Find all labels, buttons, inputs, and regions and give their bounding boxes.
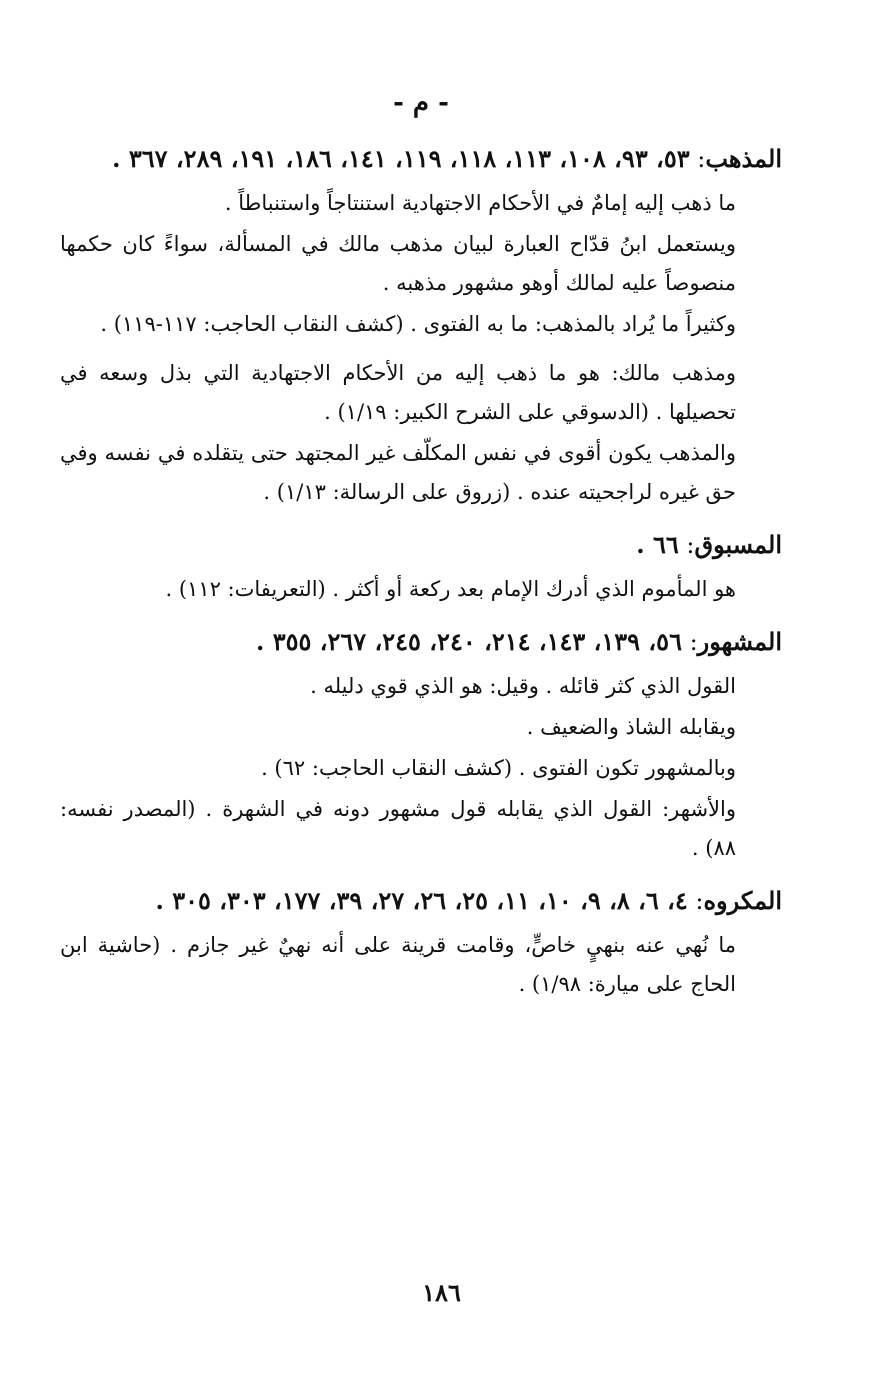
entry-page-refs: ٥٣، ٩٣، ١٠٨، ١١٣، ١١٨، ١١٩، ١٤١، ١٨٦، ١٩١، ٢٨٩، ٣٦٧ . [112,144,690,173]
entry-term: المشهور [697,627,782,656]
definition-paragraph: ويستعمل ابنُ قدّاح العبارة لبيان مذهب مالك في المسألة، سواءً كان حكمها منصوصاً عليه لمالك أوهو مشهور مذهبه . [60,232,736,295]
definition-paragraph: ما نُهي عنه بنهيٍ خاصٍّ، وقامت قرينة على أنه نهيٌ غير جازم . (حاشية ابن الحاج على ميارة: ١/٩٨) . [60,933,736,996]
entry-makruh [60,882,782,1004]
definition-paragraph: ويقابله الشاذ والضعيف . [526,715,736,739]
definition-paragraph: هو المأموم الذي أدرك الإمام بعد ركعة أو أكثر . (التعريفات: ١١٢) . [165,577,736,601]
entry-term: المكروه [703,886,782,915]
section-letter-header: - م - [393,88,449,118]
entry-term: المسبوق [694,530,782,559]
page-content [60,88,782,1018]
entry-page-refs: ٤، ٦، ٨، ٩، ١٠، ١١، ٢٥، ٢٦، ٢٧، ٣٩، ١٧٧، ٣٠٣، ٣٠٥ . [155,886,688,915]
entry-page-refs: ٦٦ . [636,530,679,559]
definition-paragraph: وبالمشهور تكون الفتوى . (كشف النقاب الحاجب: ٦٢) . [261,756,736,780]
entry-term-line: المسبوق: ٦٦ . [636,530,782,559]
definition-paragraph: ومذهب مالك: هو ما ذهب إليه من الأحكام الاجتهادية التي بذل وسعه في تحصيلها . (الدسوقي على الشرح الكبير: ١/١٩) . [60,361,736,424]
page-number: ١٨٦ [422,1278,461,1307]
entry-term-line: المذهب: ٥٣، ٩٣، ١٠٨، ١١٣، ١١٨، ١١٩، ١٤١، ١٨٦، ١٩١، ٢٨٩، ٣٦٧ . [112,144,782,173]
entry-masbuq [60,526,782,609]
definition-paragraph: والمذهب يكون أقوى في نفس المكلّف غير المجتهد حتى يتقلده في نفسه وفي حق غيره لراجحيته عنده . (زروق على الرسالة: ١/١٣) . [60,441,736,504]
definition-paragraph: ما ذهب إليه إمامٌ في الأحكام الاجتهادية استنتاجاً واستنباطاً . [224,191,736,215]
entry-term-line: المكروه: ٤، ٦، ٨، ٩، ١٠، ١١، ٢٥، ٢٦، ٢٧، ٣٩، ١٧٧، ٣٠٣، ٣٠٥ . [155,886,782,915]
entry-page-refs: ٥٦، ١٣٩، ١٤٣، ٢١٤، ٢٤٠، ٢٤٥، ٢٦٧، ٣٥٥ . [255,627,682,656]
entry-term: المذهب [705,144,782,173]
entry-term-line: المشهور: ٥٦، ١٣٩، ١٤٣، ٢١٤، ٢٤٠، ٢٤٥، ٢٦٧، ٣٥٥ . [255,627,782,656]
definition-paragraph: القول الذي كثر قائله . وقيل: هو الذي قوي دليله . [310,674,736,698]
entry-mashhur [60,623,782,868]
entry-madhhab [60,140,782,512]
definition-paragraph: والأشهر: القول الذي يقابله قول مشهور دونه في الشهرة . (المصدر نفسه: ٨٨) . [60,797,736,860]
definition-paragraph: وكثيراً ما يُراد بالمذهب: ما به الفتوى . (كشف النقاب الحاجب: ١١٧-١١٩) . [100,312,736,336]
